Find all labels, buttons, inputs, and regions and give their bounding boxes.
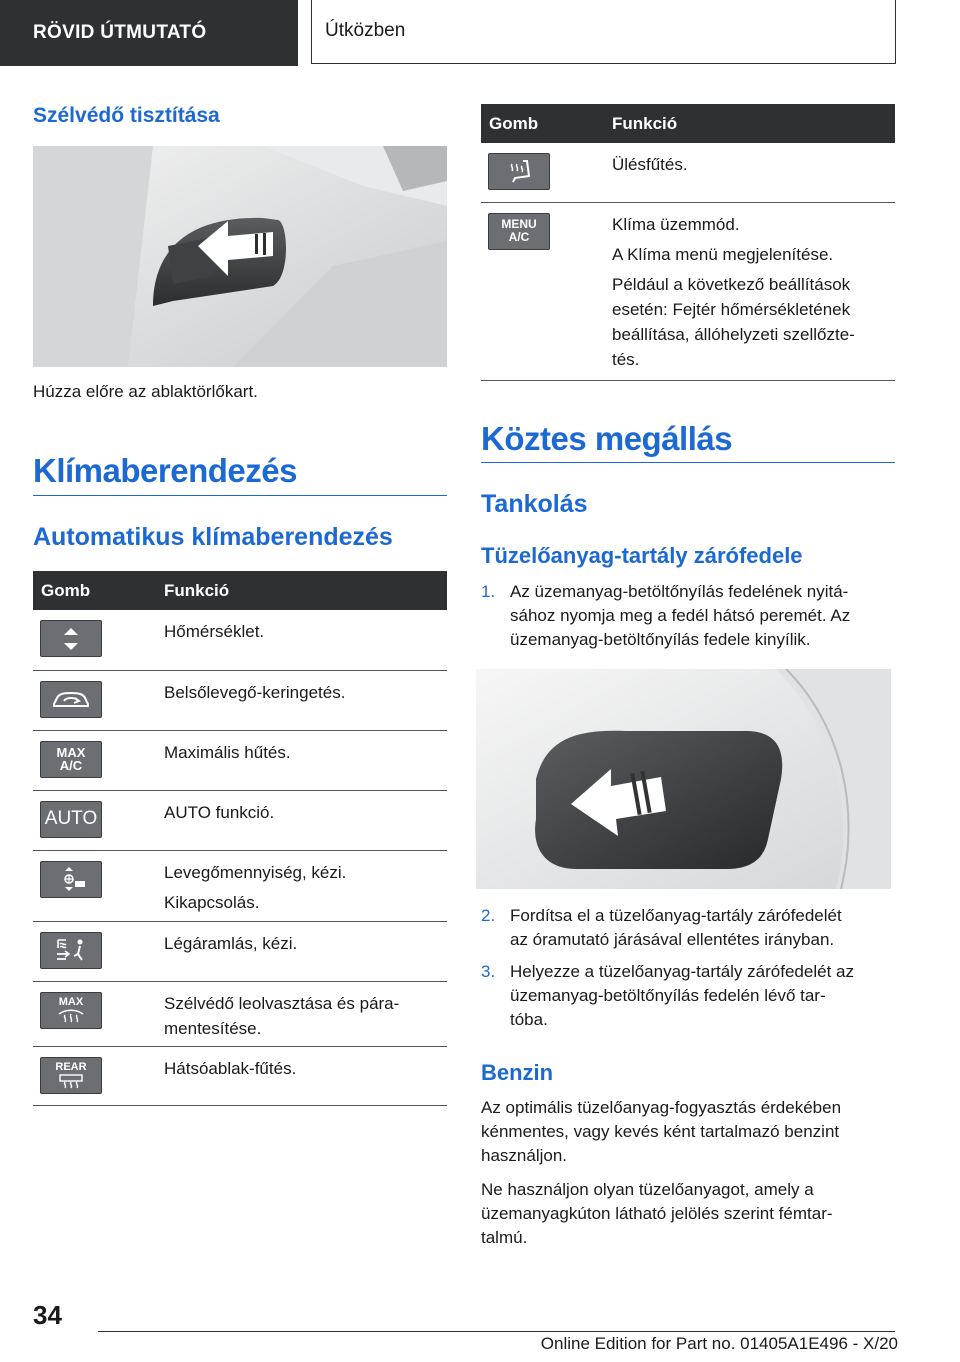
function-text: Légáramlás, kézi.	[164, 933, 298, 953]
fuel-flap-photo	[476, 669, 891, 889]
table-header	[33, 571, 447, 610]
footer-edition: Online Edition for Part no. 01405A1E496 - X/20	[540, 1334, 898, 1353]
rear-defrost-icon	[40, 1057, 102, 1094]
step-number: 1.	[481, 582, 496, 601]
stop-heading-rule	[481, 462, 895, 463]
max-ac-icon	[40, 741, 102, 778]
function-text: Levegőmennyiség, kézi.	[164, 862, 347, 882]
climate-buttons-table	[33, 571, 447, 1106]
table-row	[33, 850, 447, 921]
header-section: RÖVID ÚTMUTATÓ	[0, 0, 298, 66]
wiper-heading: Szélvédő tisztítása	[33, 104, 220, 127]
refuel-heading: Tankolás	[481, 490, 588, 518]
table-row	[33, 730, 447, 790]
function-text: AUTO funkció.	[164, 802, 275, 822]
recirculation-icon	[40, 681, 102, 718]
step-text: Az üzemanyag-betöltőnyílás fedelének nyitá- sához nyomja meg a fedél hátsó peremét. Az üzemanyag-betöltőnyílás fedele kinyílik.	[510, 582, 851, 649]
table-row	[33, 670, 447, 730]
col-button-header: Gomb	[33, 571, 164, 610]
function-text: Például a következő beállítások esetén: Fejtér hőmérsékletének beállítása, állóhelyzeti szellőzte- tés.	[612, 274, 855, 369]
table-row	[33, 790, 447, 850]
table-row	[33, 921, 447, 981]
wiper-caption: Húzza előre az ablaktörlőkart.	[33, 382, 258, 401]
table-header	[481, 104, 895, 143]
table-row	[33, 981, 447, 1046]
max-ac-label: MAX A/C	[56, 745, 86, 773]
col-button-header: Gomb	[481, 104, 612, 143]
step-number: 3.	[481, 962, 496, 981]
function-text: Ülésfűtés.	[612, 155, 688, 174]
function-text: Hőmérséklet.	[164, 622, 265, 641]
header-chapter: Útközben	[311, 0, 896, 64]
menu-ac-icon	[488, 213, 550, 250]
rear-defrost-label: REAR	[55, 1060, 87, 1073]
page-header	[0, 0, 960, 66]
auto-icon	[40, 801, 102, 838]
max-defrost-icon	[40, 992, 102, 1029]
footer-rule	[98, 1331, 895, 1332]
table-row	[481, 143, 895, 202]
table-row	[33, 1046, 447, 1105]
stop-heading: Köztes megállás	[481, 420, 733, 457]
petrol-paragraph-1: Az optimális tüzelőanyag-fogyasztás érdekében kénmentes, vagy kevés ként tartalmazó benzint használjon.	[481, 1098, 842, 1165]
petrol-paragraph-2: Ne használjon olyan tüzelőanyagot, amely a üzemanyagkúton látható jelölés szerint fémtar- talmú.	[481, 1180, 833, 1247]
climate-heading: Klímaberendezés	[33, 452, 297, 489]
seat-heating-icon	[488, 153, 550, 190]
menu-ac-label: MENU A/C	[501, 217, 537, 244]
wiper-lever-photo	[33, 146, 447, 367]
max-defrost-label: MAX	[58, 995, 84, 1008]
fuel-flap-heading: Tüzelőanyag-tartály zárófedele	[481, 543, 803, 568]
auto-climate-heading: Automatikus klímaberendezés	[33, 523, 393, 551]
page-number: 34	[33, 1300, 62, 1330]
auto-label: AUTO	[44, 808, 98, 829]
table-row	[33, 610, 447, 670]
function-text: Maximális hűtés.	[164, 742, 291, 762]
step-text: Fordítsa el a tüzelőanyag-tartály zárófedelét az óramutató járásával ellentétes irányban.	[510, 906, 842, 949]
step-number: 2.	[481, 906, 496, 925]
function-text: Hátsóablak-fűtés.	[164, 1058, 297, 1078]
table-row	[481, 202, 895, 380]
step-text: Helyezze a tüzelőanyag-tartály zárófedelét az üzemanyag-betöltőnyílás fedelén lévő tar- tóba.	[510, 962, 854, 1029]
climate-buttons-table-continued	[481, 104, 895, 381]
col-function-header: Funkció	[612, 104, 895, 143]
function-text: A Klíma menü megjelenítése.	[612, 244, 834, 264]
climate-heading-rule	[33, 495, 447, 496]
fan-off-icon	[40, 861, 102, 898]
air-distribution-icon	[40, 932, 102, 969]
function-text: Belsőlevegő-keringetés.	[164, 682, 346, 702]
col-function-header: Funkció	[164, 571, 447, 610]
petrol-heading: Benzin	[481, 1060, 554, 1085]
temperature-arrows-icon	[40, 620, 102, 657]
function-text: Klíma üzemmód.	[612, 214, 740, 234]
function-text: Szélvédő leolvasztása és pára- mentesítése.	[164, 993, 400, 1038]
function-text: Kikapcsolás.	[164, 892, 260, 912]
